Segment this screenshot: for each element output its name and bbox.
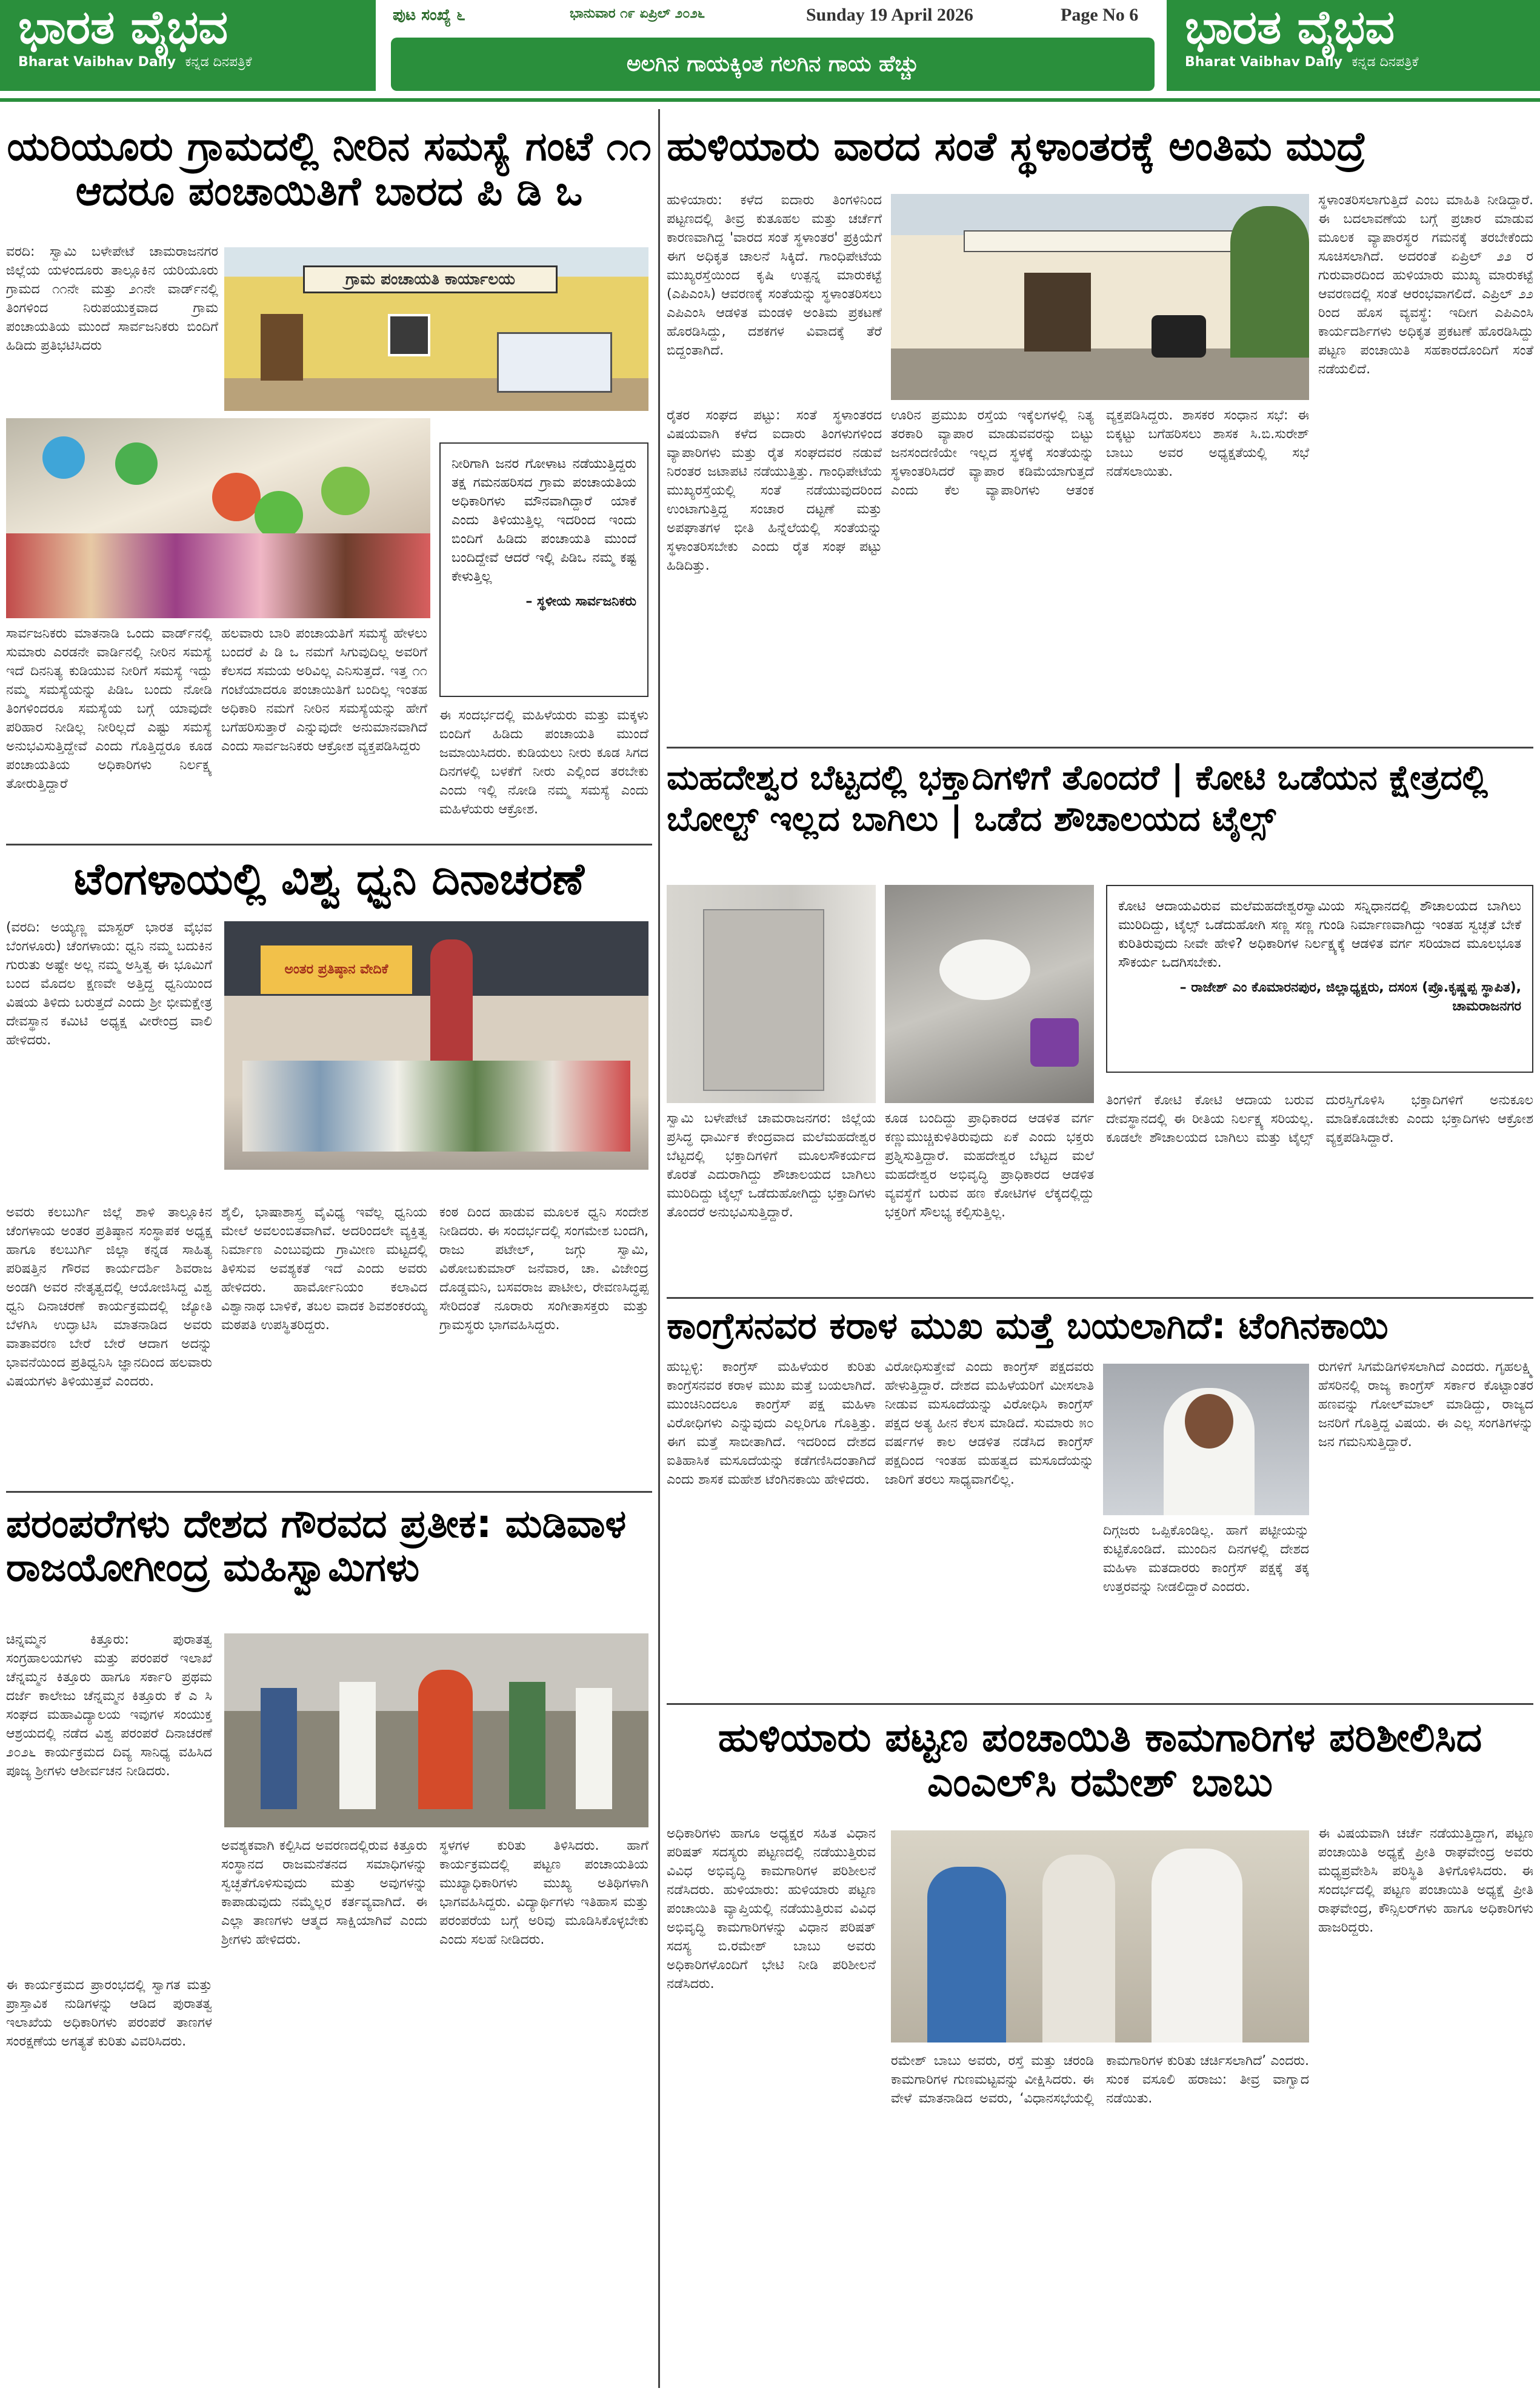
a5-rule xyxy=(667,1703,1533,1705)
tagline-banner xyxy=(391,38,1155,91)
logo-subtitle-kn: ಕನ್ನಡ ದಿನಪತ್ರಿಕೆ xyxy=(185,55,252,70)
a3-audience xyxy=(242,1061,630,1152)
a6-guest-1 xyxy=(261,1688,297,1809)
a1-rule xyxy=(6,844,652,845)
logo-subtitle-kn-right: ಕನ್ನಡ ದಿನಪತ್ರಿಕೆ xyxy=(1352,55,1419,70)
a7-col3: ಈ ವಿಷಯವಾಗಿ ಚರ್ಚೆ ನಡೆಯುತ್ತಿದ್ದಾಗ, ಪಟ್ಟಣ ಪಂಚಾಯಿತಿ ಅಧ್ಯಕ್ಷೆ ಪ್ರೀತಿ ರಾಘವೇಂದ್ರ ಅವರು ಮಧ್ಯಪ್ರವೇಶಿಸಿ ಪರಿಸ್ಥಿತಿ ತಿಳಿಗೊಳಿಸಿದರು. ಈ ಸಂದರ್ಭದಲ್ಲಿ ಪಟ್ಟಣ ಪಂಚಾಯಿತಿ ಅಧ್ಯಕ್ಷೆ ಪ್ರೀತಿ ರಾಘವೇಂದ್ರ, ಕೌನ್ಸಿಲರ್‌ಗಳು ಹಾಗೂ ಅಧಿಕಾರಿಗಳು ಹಾಜರಿದ್ದರು. xyxy=(1318,1826,1533,1935)
a5-col1: ಹುಬ್ಬಳ್ಳಿ: ಕಾಂಗ್ರೆಸ್ ಮಹಿಳೆಯರ ಕುರಿತು ಕಾಂಗ್ರೆಸನವರ ಕರಾಳ ಮುಖ ಮತ್ತೆ ಬಯಲಾಗಿದೆ. ಮುಂಚಿನಿಂದಲೂ ಕಾಂಗ್ರೆಸ್ ಪಕ್ಷ ಮಹಿಳಾ ವಿರೋಧಿಗಳು ಎನ್ನುವುದು ಎಲ್ಲರಿಗೂ ಗೊತ್ತಿತ್ತು. ಈಗ ಮತ್ತೆ ಸಾಬೀತಾಗಿದೆ. ಇದರಿಂದ ದೇಶದ ಐತಿಹಾಸಿಕ ಮಸೂದೆಯನ್ನು ಕಡೆಗಣಿಸಿದಂತಾಗಿದೆ ಎಂದು ಶಾಸಕ ಮಹೇಶ ಟೆಂಗಿನಕಾಯಿ ಹೇಳಿದರು. xyxy=(667,1359,876,1487)
a7-photo-inspection xyxy=(891,1830,1309,2043)
a6-guest-2 xyxy=(339,1682,376,1809)
a2-col1: ಹುಳಿಯಾರು: ಕಳೆದ ಐದಾರು ತಿಂಗಳಿನಿಂದ ಪಟ್ಟಣದಲ್ಲಿ ತೀವ್ರ ಕುತೂಹಲ ಮತ್ತು ಚರ್ಚೆಗೆ ಕಾರಣವಾಗಿದ್ದ 'ವಾರದ ಸಂತೆ ಸ್ಥಳಾಂತರ' ಪ್ರಕ್ರಿಯೆಗೆ ಈಗ ಅಧಿಕೃತ ಚಾಲನೆ ಸಿಕ್ಕಿದೆ. ಗಾಂಧಿಪೇಟೆಯ ಮುಖ್ಯರಸ್ತೆಯಿಂದ ಕೃಷಿ ಉತ್ಪನ್ನ ಮಾರುಕಟ್ಟೆ (ಎಪಿಎಂಸಿ) ಆವರಣಕ್ಕೆ ಸಂತೆಯನ್ನು ಸ್ಥಳಾಂತರಿಸಲು ಎಪಿಎಂಸಿ ಆಡಳಿತ ಮಂಡಳಿ ಅಂತಿಮ ಪ್ರಕಟಣೆ ಹೊರಡಿಸಿದ್ದು, ದಶಕಗಳ ವಿವಾದಕ್ಕೆ ತೆರೆ ಬಿದ್ದಂತಾಗಿದೆ. xyxy=(667,193,882,358)
a1-pot-4 xyxy=(255,491,303,539)
a7-person-3 xyxy=(1152,1849,1242,2043)
a1-col1: ಸಾರ್ವಜನಿಕರು ಮಾತನಾಡಿ ಒಂದು ವಾರ್ಡ್‌ನಲ್ಲಿ ಸುಮಾರು ಎರಡನೇ ವಾರ್ಡಿನಲ್ಲಿ ನೀರಿನ ಸಮಸ್ಯೆ ಇದೆ ದಿನನಿತ್ಯ ಕುಡಿಯುವ ನೀರಿಗೆ ಸಮಸ್ಯೆ ಇದ್ದು ನಮ್ಮ ಸಮಸ್ಯೆಯನ್ನು ಪಿಡಿಒ ಬಂದು ನೋಡಿ ತಿಂಗಳಿಂದರೂ ಸಮಸ್ಯೆಯ ಬಗ್ಗೆ ಯಾವುದೇ ಪರಿಹಾರ ನೀಡಿಲ್ಲ ನೀರಿಲ್ಲದೆ ಎಷ್ಟು ಸಮಸ್ಯೆ ಅನುಭವಿಸುತ್ತಿದ್ದೇವೆ ಎಂದು ಗೊತ್ತಿದ್ದರೂ ಕೂಡ ಪಂಚಾಯತಿಯ ಅಧಿಕಾರಿಗಳು ನಿರ್ಲಕ್ಷ್ಯ ತೋರುತ್ತಿದ್ದಾರೆ xyxy=(6,626,212,792)
a2-motorbike xyxy=(1152,315,1206,358)
a4-toilet-pan xyxy=(939,939,1030,1000)
a6-col2: ಅವಶ್ಯಕವಾಗಿ ಕಲ್ಪಿಸಿದ ಅವರಣದಲ್ಲಿರುವ ಕಿತ್ತೂರು ಸಂಸ್ಥಾನದ ರಾಜಮನೆತನದ ಸಮಾಧಿಗಳನ್ನು ಸ್ವಚ್ಛತೆಗೊಳಿಸುವುದು ಮತ್ತು ಅವುಗಳನ್ನು ಕಾಪಾಡುವುದು ನಮ್ಮೆಲ್ಲರ ಕರ್ತವ್ಯವಾಗಿದೆ. ಈ ಎಲ್ಲಾ ತಾಣಗಳು ಆತ್ಮದ ಸಾಕ್ಷಿಯಾಗಿವೆ ಎಂದು ಶ್ರೀಗಳು ಹೇಳಿದರು. xyxy=(221,1838,427,1947)
a1-pot-5 xyxy=(321,467,370,515)
masthead-right xyxy=(1167,0,1540,91)
a4-headline: ಮಹದೇಶ್ವರ ಬೆಟ್ಟದಲ್ಲಿ ಭಕ್ತಾದಿಗಳಿಗೆ ತೊಂದರೆ | ಕೋಟಿ ಒಡೆಯನ ಕ್ಷೇತ್ರದಲ್ಲಿ ಬೋಲ್ಟ್ ಇಲ್ಲದ ಬಾಗಿಲು | ಒಡೆದ ಶೌಚಾಲಯದ ಟೈಲ್ಸ್ xyxy=(667,758,1488,839)
a4-col1: ಸ್ವಾಮಿ ಬಳೇಪೇಟೆ ಚಾಮರಾಜನಗರ: ಜಿಲ್ಲೆಯ ಪ್ರಸಿದ್ಧ ಧಾರ್ಮಿಕ ಕೇಂದ್ರವಾದ ಮಲೆಮಹದೇಶ್ವರ ಬೆಟ್ಟದಲ್ಲಿ ಭಕ್ತಾದಿಗಳಿಗೆ ಮೂಲಸೌಕರ್ಯದ ಕೊರತೆ ಎದುರಾಗಿದ್ದು ಶೌಚಾಲಯದ ಬಾಗಿಲು ಮುರಿದಿದ್ದು ಟೈಲ್ಸ್ ಒಡೆದುಹೋಗಿದ್ದು ಭಕ್ತಾದಿಗಳು ತೊಂದರೆ ಅನುಭವಿಸುತ್ತಿದ್ದಾರೆ. xyxy=(667,1111,876,1220)
logo-subtitle-right: Bharat Vaibhav Daily xyxy=(1185,55,1343,70)
masthead-rule xyxy=(0,98,1540,102)
a1-lead: ವರದಿ: ಸ್ವಾಮಿ ಬಳೇಪೇಟೆ ಚಾಮರಾಜನಗರ ಜಿಲ್ಲೆಯ ಯಳಂದೂರು ತಾಲ್ಲೂಕಿನ ಯರಿಯೂರು ಗ್ರಾಮದ ೧೧ನೇ ಮತ್ತು ೨೧ನೇ ವಾರ್ಡ್‌ನಲ್ಲಿ ತಿಂಗಳಿಂದ ನಿರುಪಯುಕ್ತವಾದ ಗ್ರಾಮ ಪಂಚಾಯತಿಯ ಮುಂದೆ ಸಾರ್ವಜನಿಕರು ಬಿಂದಿಗೆ ಹಿಡಿದು ಪ್ರತಿಭಟಿಸಿದರು xyxy=(6,244,218,353)
a3-lead: (ವರದಿ: ಅಯ್ಯಣ್ಣ ಮಾಸ್ಟರ್ ಭಾರತ ವೈಭವ ಬೆಂಗಳೂರು) ಚೆಂಗಳಾಯ: ಧ್ವನಿ ನಮ್ಮ ಬದುಕಿನ ಗುರುತು ಅಷ್ಟೇ ಅಲ್ಲ ನಮ್ಮ ಅಸ್ತಿತ್ವ ಈ ಭೂಮಿಗೆ ಬಂದ ಮೊದಲ ಕ್ಷಣವೇ ಅತ್ತಿದ್ದ ಧ್ವನಿಯಿಂದ ವಿಷಯ ತಿಳಿದು ಬರುತ್ತದೆ ಎಂದು ಶ್ರೀ ಭೀಮಕ್ಷೇತ್ರ ದೇವಸ್ಥಾನ ಕಮಿಟಿ ಅಧ್ಯಕ್ಷ ವೀರೇಂದ್ರ ವಾಲಿ ಹೇಳಿದರು. xyxy=(6,920,212,1048)
a1-photo-building xyxy=(224,247,648,411)
a1-quote-sign: – ಸ್ಥಳೀಯ ಸಾರ್ವಜನಿಕರು xyxy=(525,594,636,609)
a4-door-panel xyxy=(703,909,824,1091)
a2-col1b: ರೈತರ ಸಂಘದ ಪಟ್ಟು: ಸಂತೆ ಸ್ಥಳಾಂತರದ ವಿಷಯವಾಗಿ ಕಳೆದ ಐದಾರು ತಿಂಗಳುಗಳಿಂದ ವ್ಯಾಪಾರಿಗಳು ಮತ್ತು ರೈತ ಸಂಘದವರ ನಡುವೆ ನಿರಂತರ ಜಟಾಪಟಿ ನಡೆಯುತ್ತಿತ್ತು. ಗಾಂಧಿಪೇಟೆಯ ಮುಖ್ಯರಸ್ತೆಯಲ್ಲಿ ಸಂತೆ ನಡೆಯುವುದರಿಂದ ಉಂಟಾಗುತ್ತಿದ್ದ ಸಂಚಾರ ದಟ್ಟಣೆ ಮತ್ತು ಅಪಘಾತಗಳ ಭೀತಿ ಹಿನ್ನೆಲೆಯಲ್ಲಿ ಸಂತೆಯನ್ನು ಸ್ಥಳಾಂತರಿಸಬೇಕು ಎಂದು ರೈತ ಸಂಘ ಪಟ್ಟು ಹಿಡಿದಿತ್ತು. xyxy=(667,408,882,573)
a5-col4: ರುಗಳಿಗೆ ಸಿಗಮೆಡಿಗಳಿಸಲಾಗಿದೆ ಎಂದರು. ಗೃಹಲಕ್ಷ್ಮಿ ಹೆಸರಿನಲ್ಲಿ ರಾಜ್ಯ ಕಾಂಗ್ರೆಸ್ ಸರ್ಕಾರ ಕೊಟ್ಟಾಂತರ ಹಣವನ್ನು ಗೋಲ್‌ಮಾಲ್ ಮಾಡಿದ್ದು, ರಾಜ್ಯದ ಜನರಿಗೆ ಗೊತ್ತಿದ್ದ ವಿಷಯ. ಈ ಎಲ್ಲ ಸಂಗತಿಗಳನ್ನು ಜನ ಗಮನಿಸುತ್ತಿದ್ದಾರೆ. xyxy=(1318,1359,1533,1450)
masthead-left xyxy=(0,0,376,91)
date-english: Sunday 19 April 2026 xyxy=(806,5,973,25)
a4-rule xyxy=(667,1297,1533,1299)
a1-pot-2 xyxy=(115,442,158,485)
a6-col1: ಚಿನ್ನಮ್ಮನ ಕಿತ್ತೂರು: ಪುರಾತತ್ವ ಸಂಗ್ರಹಾಲಯಗಳು ಮತ್ತು ಪರಂಪರೆ ಇಲಾಖೆ ಚೆನ್ನಮ್ಮನ ಕಿತ್ತೂರು ಹಾಗೂ ಸರ್ಕಾರಿ ಪ್ರಥಮ ದರ್ಜೆ ಕಾಲೇಜು ಚೆನ್ನಮ್ಮನ ಕಿತ್ತೂರು ಕೆ ಎ ಸಿ ಸಂಘದ ಮಹಾವಿದ್ಯಾಲಯ ಇವುಗಳ ಸಂಯುಕ್ತ ಆಶ್ರಯದಲ್ಲಿ ನಡೆದ ವಿಶ್ವ ಪರಂಪರೆ ದಿನಾಚರಣೆ ೨೦೨೬ ಕಾರ್ಯಕ್ರಮದ ದಿವ್ಯ ಸಾನಿಧ್ಯ ವಹಿಸಿದ ಪೂಜ್ಯ ಶ್ರೀಗಳು ಆಶೀರ್ವಚನ ನೀಡಿದರು. xyxy=(6,1632,212,1779)
a7-person-2 xyxy=(1042,1855,1115,2043)
a2-col2: ಊರಿನ ಪ್ರಮುಖ ರಸ್ತೆಯ ಇಕ್ಕೆಲಗಳಲ್ಲಿ ನಿತ್ಯ ತರಕಾರಿ ವ್ಯಾಪಾರ ಮಾಡುವವರನ್ನು ಬಿಟ್ಟು ಜನಸಂದಣಿಯೇ ಇಲ್ಲದ ಸ್ಥಳಕ್ಕೆ ಸಂತೆಯನ್ನು ಸ್ಥಳಾಂತರಿಸಿದರೆ ವ್ಯಾಪಾರ ಕಡಿಮೆಯಾಗುತ್ತದೆ ಎಂದು ಕೆಲ ವ್ಯಾಪಾರಿಗಳು ಆತಂಕ ವ್ಯಕ್ತಪಡಿಸಿದ್ದರು. ಶಾಸಕರ ಸಂಧಾನ ಸಭೆ: ಈ ಬಿಕ್ಕಟ್ಟು ಬಗೆಹರಿಸಲು ಶಾಸಕ ಸಿ.ಬಿ.ಸುರೇಶ್ ಬಾಬು ಅವರ ಅಧ್ಯಕ್ಷತೆಯಲ್ಲಿ ಸಭೆ ನಡೆಸಲಾಯಿತು. xyxy=(891,408,1309,498)
a6-photo-ceremony xyxy=(224,1633,648,1827)
a3-col2: ಶೈಲಿ, ಭಾಷಾಶಾಸ್ತ್ರ ವೈವಿಧ್ಯ ಇವೆಲ್ಲ ಧ್ವನಿಯ ಮೇಲೆ ಅವಲಂಬಿತವಾಗಿವೆ. ಅದರಿಂದಲೇ ವ್ಯಕ್ತಿತ್ವ ನಿರ್ಮಾಣ ಎಂಬುವುದು ಗ್ರಾಮೀಣ ಮಟ್ಟದಲ್ಲಿ ತಿಳಿಸುವ ಅವಶ್ಯಕತೆ ಇದೆ ಎಂದು ಅವರು ಹೇಳಿದರು. ಹಾರ್ಮೋನಿಯಂ ಕಲಾವಿದ ವಿಶ್ವಾನಾಥ ಬಾಳಿಕೆ, ತಬಲ ವಾದಕ ಶಿವಶಂಕರಯ್ಯ ಮಠಪತಿ ಉಪಸ್ಥಿತರಿದ್ದರು. xyxy=(221,1205,427,1333)
a7-col2: ರಮೇಶ್ ಬಾಬು ಅವರು, ರಸ್ತೆ ಮತ್ತು ಚರಂಡಿ ಕಾಮಗಾರಿಗಳ ಗುಣಮಟ್ಟವನ್ನು ವೀಕ್ಷಿಸಿದರು. ಈ ವೇಳೆ ಮಾತನಾಡಿದ ಅವರು, ‘ವಿಧಾನಸಭೆಯಲ್ಲಿ ಕಾಮಗಾರಿಗಳ ಕುರಿತು ಚರ್ಚಿಸಲಾಗಿದೆ’ ಎಂದರು. ಸುಂಕ ವಸೂಲಿ ಹರಾಜು: ತೀವ್ರ ವಾಗ್ವಾದ ನಡೆಯಿತು. xyxy=(891,2053,1309,2106)
a4-col2: ಕೂಡ ಬಂದಿದ್ದು ಪ್ರಾಧಿಕಾರದ ಆಡಳಿತ ವರ್ಗ ಕಣ್ಣುಮುಚ್ಚಿಕುಳಿತಿರುವುದು ಏಕೆ ಎಂದು ಭಕ್ತರು ಪ್ರಶ್ನಿಸುತ್ತಿದ್ದಾರೆ. ಮಹದೇಶ್ವರ ಬೆಟ್ಟದ ಮಲೆ ಮಹದೇಶ್ವರ ಅಭಿವೃದ್ಧಿ ಪ್ರಾಧಿಕಾರದ ಆಡಳಿತ ವ್ಯವಸ್ಥೆಗೆ ಬರುವ ಹಣ ಕೋಟಿಗಳ ಲೆಕ್ಕದಲ್ಲಿದ್ದು ಭಕ್ತರಿಗೆ ಸೌಲಭ್ಯ ಕಲ್ಪಿಸುತ್ತಿಲ್ಲ. xyxy=(885,1111,1094,1220)
newspaper-logo-right: ಭಾರತ ವೈಭವ xyxy=(1185,0,1395,54)
a4-quote-box xyxy=(1106,885,1533,1073)
date-kannada: ಭಾನುವಾರ ೧೯ ಏಪ್ರಿಲ್ ೨೦೨೬ xyxy=(570,6,705,21)
a1-sign-board: ಗ್ರಾಮ ಪಂಚಾಯತಿ ಕಾರ್ಯಾಲಯ xyxy=(303,265,558,293)
a3-photo-event xyxy=(224,921,648,1170)
a3-col1: ಅವರು ಕಲಬುರ್ಗಿ ಜಿಲ್ಲೆ ಶಾಳಿ ತಾಲ್ಲೂಕಿನ ಚೆಂಗಳಾಯ ಅಂತರ ಪ್ರತಿಷ್ಠಾನ ಸಂಸ್ಥಾಪಕ ಅಧ್ಯಕ್ಷ ಹಾಗೂ ಕಲಬುರ್ಗಿ ಜಿಲ್ಲಾ ಕನ್ನಡ ಸಾಹಿತ್ಯ ಪರಿಷತ್ತಿನ ಗೌರವ ಕಾರ್ಯದರ್ಶಿ ಶಿವರಾಜ ಅಂಡಗಿ ಅವರ ನೇತೃತ್ವದಲ್ಲಿ ಆಯೋಜಿಸಿದ್ದ ವಿಶ್ವ ಧ್ವನಿ ದಿನಾಚರಣೆ ಕಾರ್ಯಕ್ರಮದಲ್ಲಿ ಜ್ಯೋತಿ ಬೆಳಗಿಸಿ ಉದ್ಘಾಟಿಸಿ ಮಾತನಾಡಿದ ಅವರು ವಾತಾವರಣ ಬೇರೆ ಬೇರೆ ಆದಾಗ ಅದನ್ನು ಭಾವನೆಯಿಂದ ಪ್ರತಿಧ್ವನಿಸಿ ಜ್ಞಾನದಿಂದ ಹಲವಾರು ವಿಷಯಗಳು ತಿಳಿಯುತ್ತವೆ ಎಂದರು. xyxy=(6,1205,212,1389)
a6-col3: ಸ್ಥಳಗಳ ಕುರಿತು ತಿಳಿಸಿದರು. ಹಾಗೆ ಕಾರ್ಯಕ್ರಮದಲ್ಲಿ ಪಟ್ಟಣ ಪಂಚಾಯತಿಯ ಮುಖ್ಯಾಧಿಕಾರಿಗಳು ಮುಖ್ಯ ಅತಿಥಿಗಳಾಗಿ ಭಾಗವಹಿಸಿದ್ದರು. ವಿದ್ಯಾರ್ಥಿಗಳು ಇತಿಹಾಸ ಮತ್ತು ಪರಂಪರೆಯ ಬಗ್ಗೆ ಅರಿವು ಮೂಡಿಸಿಕೊಳ್ಳಬೇಕು ಎಂದು ಸಲಹೆ ನೀಡಿದರು. xyxy=(439,1838,648,1947)
a3-headline: ಟೆಂಗಳಾಯಲ್ಲಿ ವಿಶ್ವ ಧ್ವನಿ ದಿನಾಚರಣೆ xyxy=(74,853,584,904)
a3-col3: ಕಂಠ ದಿಂದ ಹಾಡುವ ಮೂಲಕ ಧ್ವನಿ ಸಂದೇಶ ನೀಡಿದರು. ಈ ಸಂದರ್ಭದಲ್ಲಿ ಸಂಗಮೇಶ ಬಂದಗಿ, ರಾಜು ಪಟೇಲ್, ಜಗ್ಗು ಸ್ವಾಮಿ, ವಿಠೋಬಕುಮಾರ್ ಜನೆವಾರ, ಚಾ. ವಿಜೇಂದ್ರ ದೊಡ್ಡಮನಿ, ಬಸವರಾಜ ಪಾಟೀಲ, ರೇವಣಸಿದ್ಧಪ್ಪ ಸೇರಿದಂತೆ ನೂರಾರು ಸಂಗೀತಾಸಕ್ತರು ಮತ್ತು ಗ್ರಾಮಸ್ಥರು ಭಾಗವಹಿಸಿದ್ದರು. xyxy=(439,1205,648,1333)
a7-person-1 xyxy=(927,1867,1006,2043)
a2-photo-apmc xyxy=(891,194,1309,400)
a6-guest-3 xyxy=(509,1682,545,1809)
page-number: Page No 6 xyxy=(1061,5,1139,25)
a2-tree xyxy=(1230,206,1309,358)
a1-pot-1 xyxy=(42,436,85,479)
a1-notice-board xyxy=(497,332,612,393)
a1-pot-3 xyxy=(212,473,261,521)
a2-headline: ಹುಳಿಯಾರು ವಾರದ ಸಂತೆ ಸ್ಥಳಾಂತರಕ್ಕೆ ಅಂತಿಮ ಮುದ್ರೆ xyxy=(667,123,1366,170)
a4-col3: ತಿಂಗಳಿಗೆ ಕೋಟಿ ಕೋಟಿ ಆದಾಯ ಬರುವ ದೇವಸ್ಥಾನದಲ್ಲಿ ಈ ರೀತಿಯ ನಿರ್ಲಕ್ಷ್ಯ ಸರಿಯಲ್ಲ. ಕೂಡಲೇ ಶೌಚಾಲಯದ ಬಾಗಿಲು ಮತ್ತು ಟೈಲ್ಸ್ ದುರಸ್ತಿಗೊಳಿಸಿ ಭಕ್ತಾದಿಗಳಿಗೆ ಅನುಕೂಲ ಮಾಡಿಕೊಡಬೇಕು ಎಂದು ಭಕ್ತಾದಿಗಳು ಆಕ್ರೋಶ ವ್ಯಕ್ತಪಡಿಸಿದ್ದಾರೆ. xyxy=(1106,1093,1533,1145)
a4-photo-door xyxy=(667,885,876,1103)
a1-quote-box xyxy=(439,442,648,697)
a1-door xyxy=(261,314,303,381)
a2-col3: ಸ್ಥಳಾಂತರಿಸಲಾಗುತ್ತಿದೆ ಎಂಬ ಮಾಹಿತಿ ನೀಡಿದ್ದಾರೆ. ಈ ಬದಲಾವಣೆಯ ಬಗ್ಗೆ ಪ್ರಚಾರ ಮಾಡುವ ಮೂಲಕ ವ್ಯಾಪಾರಸ್ಥರ ಗಮನಕ್ಕೆ ತರಬೇಕೆಂದು ಸೂಚಿಸಲಾಗಿದೆ. ಅದರಂತೆ ಏಪ್ರಿಲ್ ೨೨ ರ ಗುರುವಾರದಿಂದ ಹುಳಿಯಾರು ಮುಖ್ಯ ಮಾರುಕಟ್ಟೆ ಆವರಣದಲ್ಲಿ ಸಂತೆ ಆರಂಭವಾಗಲಿದೆ. ಎಪ್ರಿಲ್ ೨೨ ರಿಂದ ಹೊಸ ವ್ಯವಸ್ಥೆ: ಇದೀಗ ಎಪಿಎಂಸಿ ಕಾರ್ಯದರ್ಶಿಗಳು ಅಧಿಕೃತ ಪ್ರಕಟಣೆ ಹೊರಡಿಸಿದ್ದು ಪಟ್ಟಣ ಪಂಚಾಯಿತಿ ಸಹಕಾರದೊಂದಿಗೆ ಸಂತೆ ನಡೆಯಲಿದೆ. xyxy=(1318,193,1533,377)
a5-portrait-face xyxy=(1185,1394,1233,1449)
a7-headline: ಹುಳಿಯಾರು ಪಟ್ಟಣ ಪಂಚಾಯಿತಿ ಕಾಮಗಾರಿಗಳ ಪರಿಶೀಲಿಸಿದ ಎಂಎಲ್‌ಸಿ ರಮೇಶ್ ಬಾಬು xyxy=(718,1714,1482,1806)
a5-headline: ಕಾಂಗ್ರೆಸನವರ ಕರಾಳ ಮುಖ ಮತ್ತೆ ಬಯಲಾಗಿದೆ: ಟೆಂಗಿನಕಾಯಿ xyxy=(667,1305,1388,1347)
a3-rule xyxy=(6,1491,652,1493)
a1-headline: ಯರಿಯೂರು ಗ್ರಾಮದಲ್ಲಿ ನೀರಿನ ಸಮಸ್ಯೆ ಗಂಟೆ ೧೧ ಆದರೂ ಪಂಚಾಯಿತಿಗೆ ಬಾರದ ಪಿ ಡಿ ಒ xyxy=(7,123,652,215)
column-divider xyxy=(658,109,660,2388)
a1-col2: ಹಲವಾರು ಬಾರಿ ಪಂಚಾಯತಿಗೆ ಸಮಸ್ಯೆ ಹೇಳಲು ಬಂದರೆ ಪಿ ಡಿ ಒ ನಮಗೆ ಸಿಗುವುದಿಲ್ಲ ಅವರಿಗೆ ಕೆಲಸದ ಸಮಯ ಅರಿವಿಲ್ಲ ಎನಿಸುತ್ತದೆ. ಇತ್ತ ೧೧ ಗಂಟೆಯಾದರೂ ಪಂಚಾಯಿತಿಗೆ ಬಂದಿಲ್ಲ ಇಂತಹ ಅಧಿಕಾರಿ ನಮಗೆ ನೀರಿನ ಸಮಸ್ಯೆಯನ್ನು ಹೇಗೆ ಬಗೆಹರಿಸುತ್ತಾರೆ ಎನ್ನುವುದೇ ಅನುಮಾನವಾಗಿದೆ ಎಂದು ಸಾರ್ವಜನಿಕರು ಆಕ್ರೋಶ ವ್ಯಕ್ತಪಡಿಸಿದ್ದರು xyxy=(221,626,427,754)
a4-quote-text: ಕೋಟಿ ಆದಾಯವಿರುವ ಮಲೆಮಹದೇಶ್ವರಸ್ವಾಮಿಯ ಸನ್ನಿಧಾನದಲ್ಲಿ ಶೌಚಾಲಯದ ಬಾಗಿಲು ಮುರಿದಿದ್ದು, ಟೈಲ್ಸ್ ಒಡೆದುಹೋಗಿ ಸಣ್ಣ ಸಣ್ಣ ಗುಂಡಿ ನಿರ್ಮಾಣವಾಗಿದ್ದು ಇಂತಹ ಸ್ವಚ್ಛತೆ ಬೇಕೆ ಕುರಿತಿರುವುದು ನೀವೇ ಹೇಳಿ? ಅಧಿಕಾರಿಗಳ ನಿರ್ಲಕ್ಷ್ಯಕ್ಕೆ ಆಡಳಿತ ವರ್ಗ ಸರಿಯಾದ ಮೂಲಭೂತ ಸೌಕರ್ಯ ಒದಗಿಸಬೇಕು. xyxy=(1118,899,1521,970)
a1-window xyxy=(388,314,430,356)
a4-quote-sign: – ರಾಜೇಶ್ ಎಂ ಕೊಮಾರನಪುರ, ಜಿಲ್ಲಾಧ್ಯಕ್ಷರು, ದಸಂಸ (ಪ್ರೊ.ಕೃಷ್ಣಪ್ಪ ಸ್ಥಾಪಿತ), ಚಾಮರಾಜನಗರ xyxy=(1179,980,1521,1014)
a5-col2: ವಿರೋಧಿಸುತ್ತೇವೆ ಎಂದು ಕಾಂಗ್ರೆಸ್ ಪಕ್ಷದವರು ಹೇಳುತ್ತಿದ್ದಾರೆ. ದೇಶದ ಮಹಿಳೆಯರಿಗೆ ಮೀಸಲಾತಿ ನೀಡುವ ಮಸೂದೆಯನ್ನು ವಿರೋಧಿಸಿ ಕಾಂಗ್ರೆಸ್ ಪಕ್ಷದ ಅತ್ಯ ಹೀನ ಕೆಲಸ ಮಾಡಿದೆ. ಸುಮಾರು ೫೦ ವರ್ಷಗಳ ಕಾಲ ಆಡಳಿತ ನಡೆಸಿದ ಕಾಂಗ್ರೆಸ್ ಪಕ್ಷದಿಂದ ಇಂತಹ ಮಹತ್ವದ ಮಸೂದೆಯನ್ನು ಜಾರಿಗೆ ತರಲು ಸಾಧ್ಯವಾಗಲಿಲ್ಲ. xyxy=(885,1359,1094,1487)
a3-stage-banner: ಅಂತರ ಪ್ರತಿಷ್ಠಾನ ವೇದಿಕೆ xyxy=(261,945,412,994)
a1-quote-text: ನೀರಿಗಾಗಿ ಜನರ ಗೋಳಾಟ ನಡೆಯುತ್ತಿದ್ದರು ತಕ್ಷ ಗಮನಹರಿಸದ ಗ್ರಾಮ ಪಂಚಾಯತಿಯ ಅಧಿಕಾರಿಗಳು ಮೌನವಾಗಿದ್ದಾರೆ ಯಾಕೆ ಎಂದು ತಿಳಿಯುತ್ತಿಲ್ಲ ಇದರಿಂದ ಇಂದು ಬಿಂದಿಗೆ ಹಿಡಿದು ಪಂಚಾಯತಿ ಮುಂದೆ ಬಂದಿದ್ದೇವೆ ಆದರೆ ಇಲ್ಲಿ ಪಿಡಿಒ ನಮ್ಮ ಕಷ್ಟ ಕೇಳುತ್ತಿಲ್ಲ xyxy=(452,456,636,584)
a5-col3: ದಿಗ್ಗಜರು ಒಪ್ಪಿಕೊಂಡಿಲ್ಲ. ಹಾಗೆ ಪಟ್ಟೀಯನ್ನು ಕುಟ್ಟಿಕೊಂಡಿದೆ. ಮುಂದಿನ ದಿನಗಳಲ್ಲಿ ದೇಶದ ಮಹಿಳಾ ಮತದಾರರು ಕಾಂಗ್ರೆಸ್ ಪಕ್ಷಕ್ಕೆ ತಕ್ಕ ಉತ್ತರವನ್ನು ನೀಡಲಿದ್ದಾರೆ ಎಂದರು. xyxy=(1103,1523,1309,1595)
a2-building-sign xyxy=(964,230,1248,252)
a1-col3: ಈ ಸಂದರ್ಭದಲ್ಲಿ ಮಹಿಳೆಯರು ಮತ್ತು ಮಕ್ಕಳು ಬಿಂದಿಗೆ ಹಿಡಿದು ಪಂಚಾಯತಿ ಮುಂದೆ ಜಮಾಯಿಸಿದರು. ಕುಡಿಯಲು ನೀರು ಕೂಡ ಸಿಗದ ದಿನಗಳಲ್ಲಿ ಬಳಕೆಗೆ ನೀರು ಎಲ್ಲಿಂದ ತರಬೇಕು ಎಂದು ಇಲ್ಲಿ ನೋಡಿ ನಮ್ಮ ಸಮಸ್ಯೆ ಎಂದು ಮಹಿಳೆಯರು ಆಕ್ರೋಶ. xyxy=(439,708,648,817)
a4-photo-toilet xyxy=(885,885,1094,1103)
issue-info-row xyxy=(388,4,1158,30)
newspaper-logo: ಭಾರತ ವೈಭವ xyxy=(18,0,228,54)
a1-photo-protest xyxy=(6,418,430,618)
a4-bucket xyxy=(1030,1018,1079,1067)
a3-performer xyxy=(430,939,473,1061)
a7-col1: ಅಧಿಕಾರಿಗಳು ಹಾಗೂ ಅಧ್ಯಕ್ಷರ ಸಹಿತ ವಿಧಾನ ಪರಿಷತ್ ಸದಸ್ಯರು ಪಟ್ಟಣದಲ್ಲಿ ನಡೆಯುತ್ತಿರುವ ವಿವಿಧ ಅಭಿವೃದ್ಧಿ ಕಾಮಗಾರಿಗಳ ಪರಿಶೀಲನೆ ನಡೆಸಿದರು. ಹುಳಿಯಾರು: ಹುಳಿಯಾರು ಪಟ್ಟಣ ಪಂಚಾಯಿತಿ ವ್ಯಾಪ್ತಿಯಲ್ಲಿ ನಡೆಯುತ್ತಿರುವ ವಿವಿಧ ಅಭಿವೃದ್ಧಿ ಕಾಮಗಾರಿಗಳನ್ನು ವಿಧಾನ ಪರಿಷತ್ ಸದಸ್ಯ ಬಿ.ರಮೇಶ್ ಬಾಬು ಅವರು ಅಧಿಕಾರಿಗಳೊಂದಿಗೆ ಭೇಟಿ ನೀಡಿ ಪರಿಶೀಲನೆ ನಡೆಸಿದರು. xyxy=(667,1826,876,1992)
a1-crowd xyxy=(6,533,430,618)
a2-rule xyxy=(667,747,1533,749)
a6-headline: ಪರಂಪರೆಗಳು ದೇಶದ ಗೌರವದ ಪ್ರತೀಕ: ಮಡಿವಾಳ ರಾಜಯೋಗೀಂದ್ರ ಮಹಿಸ್ವಾಮಿಗಳು xyxy=(6,1502,627,1590)
a6-swami xyxy=(418,1670,473,1809)
a6-guest-4 xyxy=(576,1688,612,1809)
a6-col1b: ಈ ಕಾರ್ಯಕ್ರಮದ ಪ್ರಾರಂಭದಲ್ಲಿ ಸ್ವಾಗತ ಮತ್ತು ಪ್ರಾಸ್ತಾವಿಕ ನುಡಿಗಳನ್ನು ಆಡಿದ ಪುರಾತತ್ವ ಇಲಾಖೆಯ ಅಧಿಕಾರಿಗಳು ಪರಂಪರೆ ತಾಣಗಳ ಸಂರಕ್ಷಣೆಯ ಅಗತ್ಯತೆ ಕುರಿತು ವಿವರಿಸಿದರು. xyxy=(6,1978,212,2049)
tagline: ಅಲಗಿನ ಗಾಯಕ್ಕಿಂತ ಗಲಗಿನ ಗಾಯ ಹೆಚ್ಚು xyxy=(626,52,919,76)
a2-door xyxy=(1024,273,1091,352)
a5-photo-mla xyxy=(1103,1364,1309,1515)
logo-subtitle: Bharat Vaibhav Daily xyxy=(18,55,176,70)
issue-number: ಪುಟ ಸಂಖ್ಯೆ ೬ xyxy=(393,6,465,24)
